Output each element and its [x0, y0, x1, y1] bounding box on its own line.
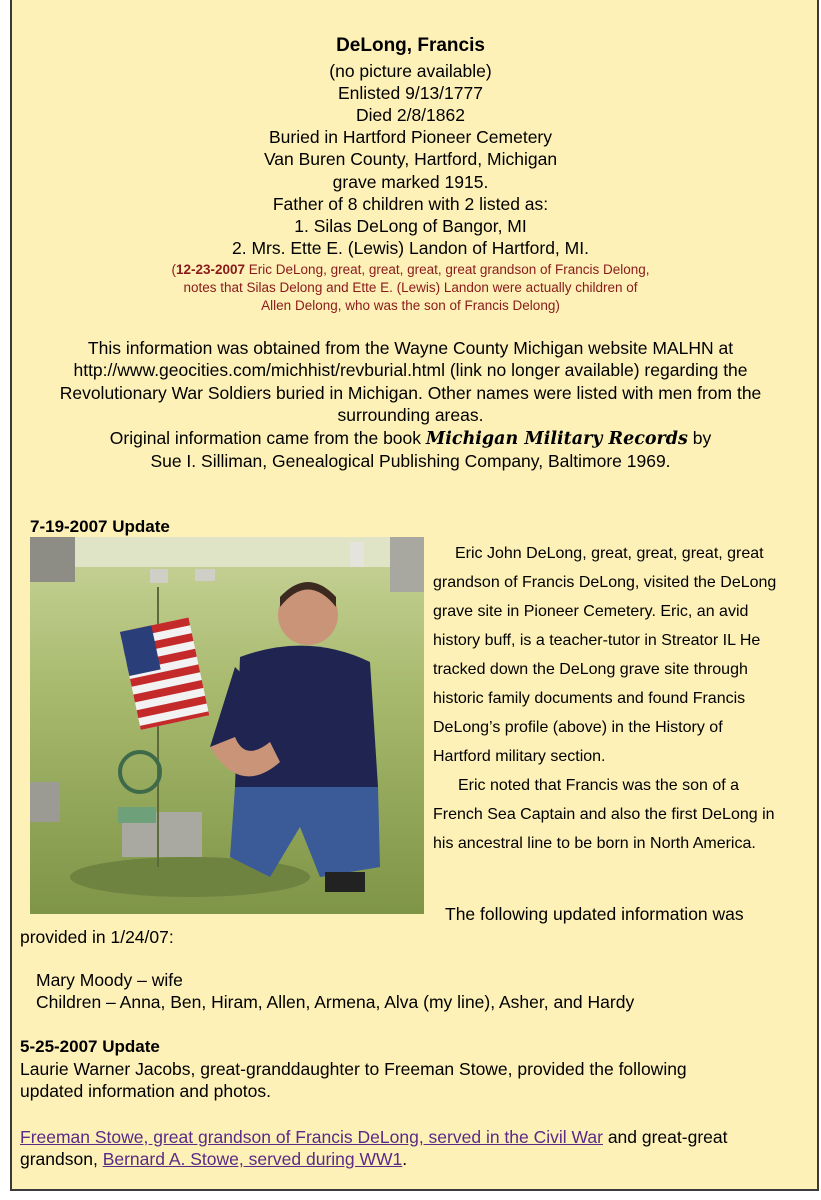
- source-line: surrounding areas.: [337, 405, 484, 425]
- profile-line: Died 2/8/1862: [356, 105, 465, 125]
- following-line: The following updated information was: [445, 904, 744, 924]
- stowe-text: and great-great: [602, 1127, 728, 1147]
- source-text: by: [687, 428, 712, 448]
- stowe-text: grandson,: [20, 1149, 103, 1169]
- profile-line: grave marked 1915.: [332, 172, 489, 192]
- profile-line: Enlisted 9/13/1777: [338, 83, 483, 103]
- note-paren: (: [171, 262, 176, 277]
- profile-line: (no picture available): [329, 61, 492, 81]
- note-date: 12-23-2007: [175, 262, 246, 277]
- update2-line: updated information and photos.: [20, 1081, 272, 1101]
- source-line: http://www.geocities.com/michhist/revburial.html (link no longer available) regarding the: [73, 360, 748, 380]
- profile-line: Buried in Hartford Pioneer Cemetery: [268, 127, 553, 147]
- update-heading: 7-19-2007 Update: [30, 517, 170, 536]
- update-para-line: his ancestral line to be born in North America.: [433, 835, 756, 852]
- update-para-line: DeLong’s profile (above) in the History of: [433, 719, 723, 736]
- source-line: This information was obtained from the Wayne County Michigan website MALHN at: [87, 338, 734, 358]
- update-para-line: grandson of Francis DeLong, visited the DeLong: [433, 574, 777, 591]
- stowe-line1: [20, 1126, 727, 1148]
- source-text: Original information came from the book: [109, 428, 426, 448]
- book-title: Michigan Military Records: [425, 429, 688, 449]
- update-para-line: grave site in Pioneer Cemetery. Eric, an avid: [433, 603, 749, 620]
- profile-line: 2. Mrs. Ette E. (Lewis) Landon of Hartford, MI.: [232, 238, 589, 258]
- update-para-line: tracked down the DeLong grave site through: [433, 661, 748, 678]
- profile-line: Father of 8 children with 2 listed as:: [272, 194, 549, 214]
- profile-note-line2: notes that Silas Delong and Ette E. (Lewis) Landon were actually children of: [183, 280, 638, 295]
- stowe-line2: [20, 1148, 407, 1170]
- photo-illustration: [30, 537, 424, 914]
- grave-visit-photo: [30, 537, 424, 914]
- update-para-line: historic family documents and found Francis: [433, 690, 746, 707]
- update-para-line: Eric John DeLong, great, great, great, great: [455, 545, 764, 562]
- profile-line: 1. Silas DeLong of Bangor, MI: [294, 216, 527, 236]
- update2-line: Laurie Warner Jacobs, great-granddaughter to Freeman Stowe, provided the following: [20, 1059, 687, 1079]
- update-para-line: Eric noted that Francis was the son of a: [458, 777, 740, 794]
- following-line: provided in 1/24/07:: [20, 927, 174, 947]
- stowe-text: .: [402, 1149, 408, 1169]
- profile-line: Van Buren County, Hartford, Michigan: [263, 149, 558, 169]
- bernard-stowe-link[interactable]: Bernard A. Stowe, served during WW1: [102, 1149, 403, 1169]
- source-line: Sue I. Silliman, Genealogical Publishing Company, Baltimore 1969.: [150, 451, 671, 471]
- update-para-line: Hartford military section.: [433, 748, 606, 765]
- note-text: Eric DeLong, great, great, great, great grandson of Francis Delong,: [245, 262, 650, 277]
- source-line: Revolutionary War Soldiers buried in Michigan. Other names were listed with men from the: [59, 383, 762, 403]
- freeman-stowe-link[interactable]: Freeman Stowe, great grandson of Francis DeLong, served in the Civil War: [20, 1127, 603, 1147]
- update-para-line: French Sea Captain and also the first DeLong in: [433, 806, 775, 823]
- family-children: Children – Anna, Ben, Hiram, Allen, Armena, Alva (my line), Asher, and Hardy: [36, 992, 635, 1012]
- source-line-book: [0, 427, 821, 450]
- update-para-line: history buff, is a teacher-tutor in Streator IL He: [433, 632, 761, 649]
- update-heading: 5-25-2007 Update: [20, 1037, 160, 1056]
- profile-note-line3: Allen Delong, who was the son of Francis Delong): [261, 298, 560, 313]
- family-wife: Mary Moody – wife: [36, 970, 183, 990]
- profile-name: DeLong, Francis: [336, 35, 485, 56]
- profile-note-line1: [0, 261, 821, 278]
